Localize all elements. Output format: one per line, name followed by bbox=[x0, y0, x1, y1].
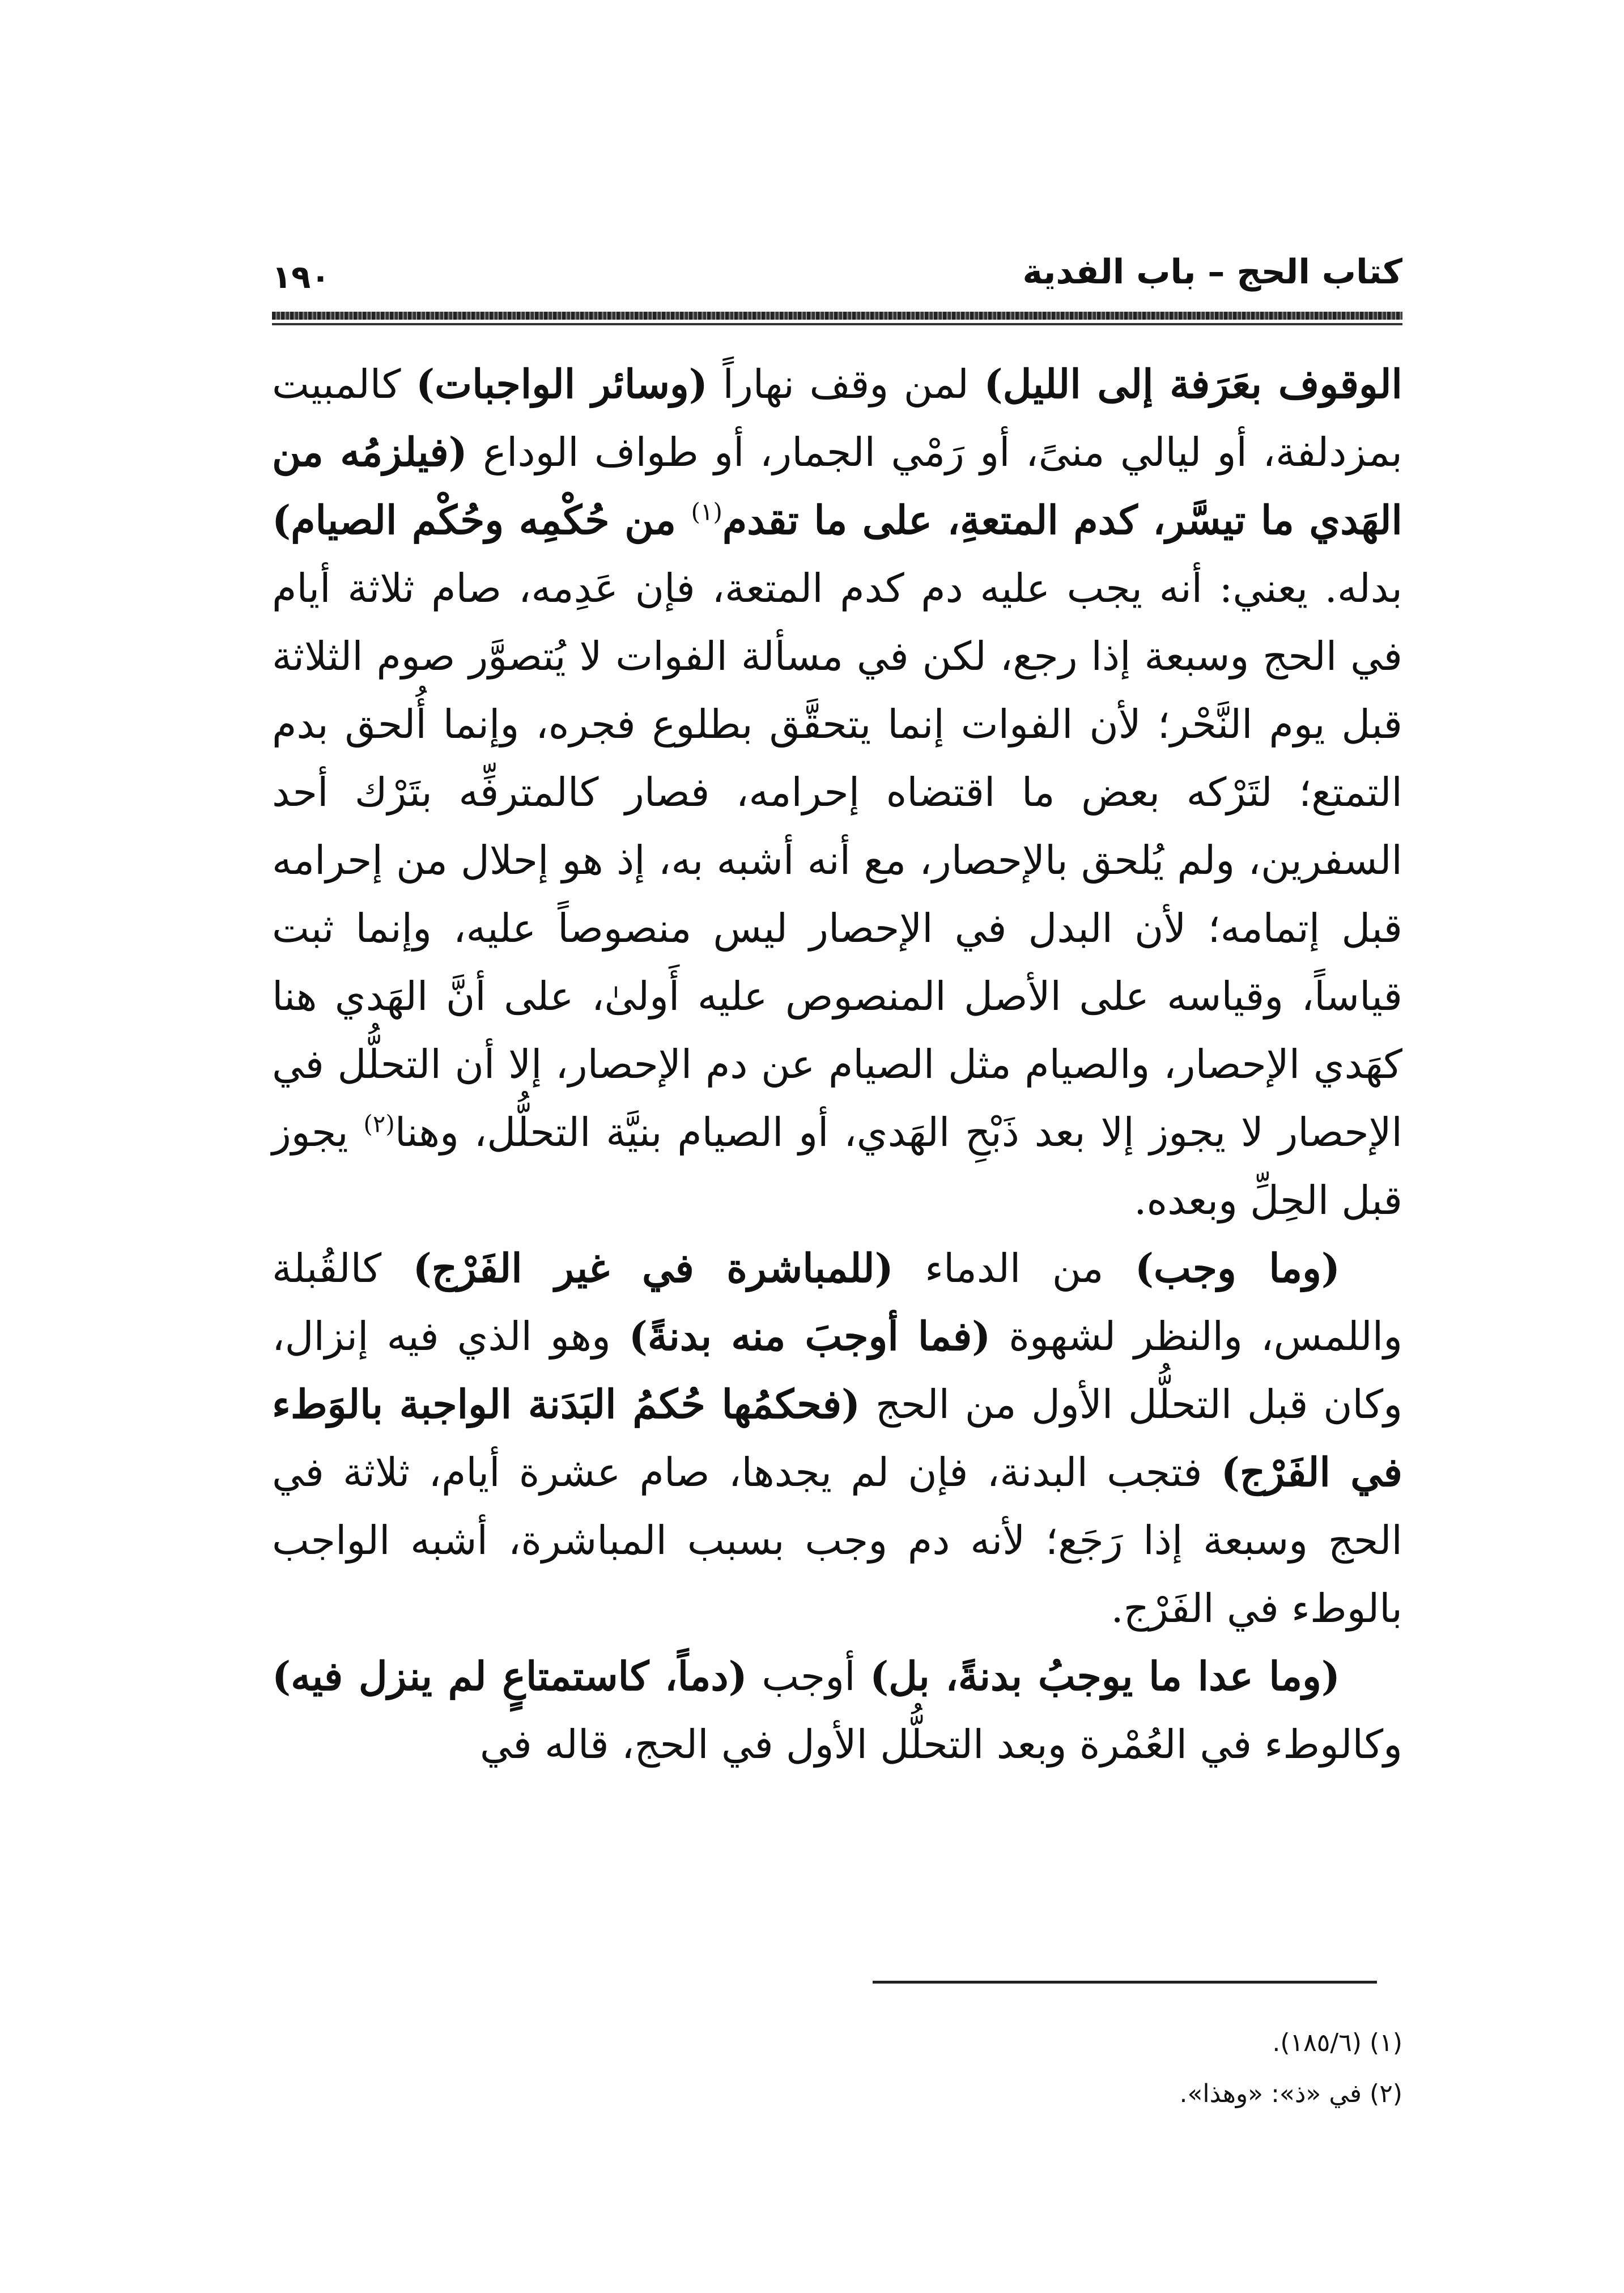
footnote-rule bbox=[873, 1981, 1377, 1984]
bold-span: (دماً، كاستمتاعٍ لم ينزل فيه) bbox=[272, 1653, 747, 1700]
page-header bbox=[272, 244, 1402, 306]
text-span: بدله. يعني: أنه يجب عليه دم كدم المتعة، فإن عَدِمه، صام ثلاثة أيام في الحج وسبعة إذا رجع، لكن في مسألة الفوات لا يُتصوَّر صوم الثلاثة قبل يوم النَّحْر؛ لأن الفوات إنما يتحقَّق بطلوع فجره، وإنما أُلحق بدم التمتع؛ لتَرْكه بعض ما اقتضاه إحرامه، فصار كالمترفِّه بتَرْك أحد السفرين، ولم يُلحق بالإحصار، مع أنه أشبه به، إذ هو إحلال من إحرامه قبل إتمامه؛ لأن البدل في الإحصار ليس منصوصاً عليه، وإنما ثبت قياساً، وقياسه على الأصل المنصوص عليه أَولىٰ، على أنَّ الهَدي هنا كهَدي الإحصار، والصيام مثل الصيام عن دم الإحصار، إلا أن التحلُّل في الإحصار لا يجوز إلا بعد ذَبْحِ الهَدي، أو الصيام بنيَّة التحلُّل، وهنا bbox=[272, 565, 1402, 1156]
paragraph-1 bbox=[272, 350, 1402, 1234]
bold-span: (وما وجب) bbox=[1134, 1245, 1340, 1292]
footnote-1: (١) (١٨٥/٦). bbox=[1272, 2028, 1402, 2057]
bold-span: (فحكمُها حُكمُ البَدَنة الواجبة بالوَطء في الفَرْج) bbox=[272, 1381, 1403, 1496]
bold-span: (وسائر الواجبات) bbox=[416, 360, 708, 407]
main-text bbox=[272, 350, 1402, 1778]
header-title: كتاب الحج – باب الفدية bbox=[1022, 252, 1402, 292]
bold-span: الوقوف بعَرَفة إلى الليل) bbox=[984, 360, 1402, 407]
bold-span: (للمباشرة في غير الفَرْج) bbox=[413, 1245, 894, 1292]
text-span: كالمبيت بمزدلفة، أو ليالي منىً، أو رَمْي الجمار، أو طواف الوداع bbox=[272, 361, 1402, 475]
footnote-ref-2: (٢) bbox=[363, 1110, 395, 1138]
header-rule-thin bbox=[272, 323, 1402, 325]
text-span: وكالوطء في العُمْرة وبعد التحلُّل الأول في الحج، قاله في bbox=[479, 1721, 1402, 1768]
text-span: وهو الذي فيه إنزال، وكان قبل التحلُّل الأول من الحج bbox=[272, 1313, 1403, 1428]
text-span: لمن وقف نهاراً bbox=[707, 361, 984, 407]
bold-span: من حُكْمِه وحُكْم الصيام) bbox=[272, 496, 691, 543]
page-number: ١٩٠ bbox=[272, 259, 330, 296]
footnote-2: (٢) في «ذ»: «وهذا». bbox=[1179, 2079, 1402, 2108]
text-span: كالقُبلة واللمس، والنظر لشهوة bbox=[272, 1245, 1402, 1360]
footnotes bbox=[680, 2018, 1402, 2120]
paragraph-3 bbox=[272, 1642, 1402, 1778]
footnote-ref-1: (١) bbox=[691, 498, 722, 526]
bold-span: (وما عدا ما يوجبُ بدنةً، بل) bbox=[870, 1653, 1340, 1700]
header-rule bbox=[272, 312, 1402, 320]
bold-span: (فيلزمُه من الهَدي ما تيسَّر، كدم المتعةِ، على ما تقدم bbox=[272, 428, 1402, 543]
text-span: يجوز قبل الحِلِّ وبعده. bbox=[272, 1109, 1402, 1224]
text-span: أوجب bbox=[747, 1653, 870, 1700]
paragraph-2 bbox=[272, 1234, 1402, 1642]
text-span: من الدماء bbox=[893, 1245, 1135, 1292]
bold-span: (فما أوجبَ منه بدنةً) bbox=[628, 1313, 991, 1360]
text-span: فتجب البدنة، فإن لم يجدها، صام عشرة أيام، ثلاثة في الحج وسبعة إذا رَجَع؛ لأنه دم وجب بسبب المباشرة، أشبه الواجب بالوطء في الفَرْج. bbox=[272, 1449, 1402, 1632]
